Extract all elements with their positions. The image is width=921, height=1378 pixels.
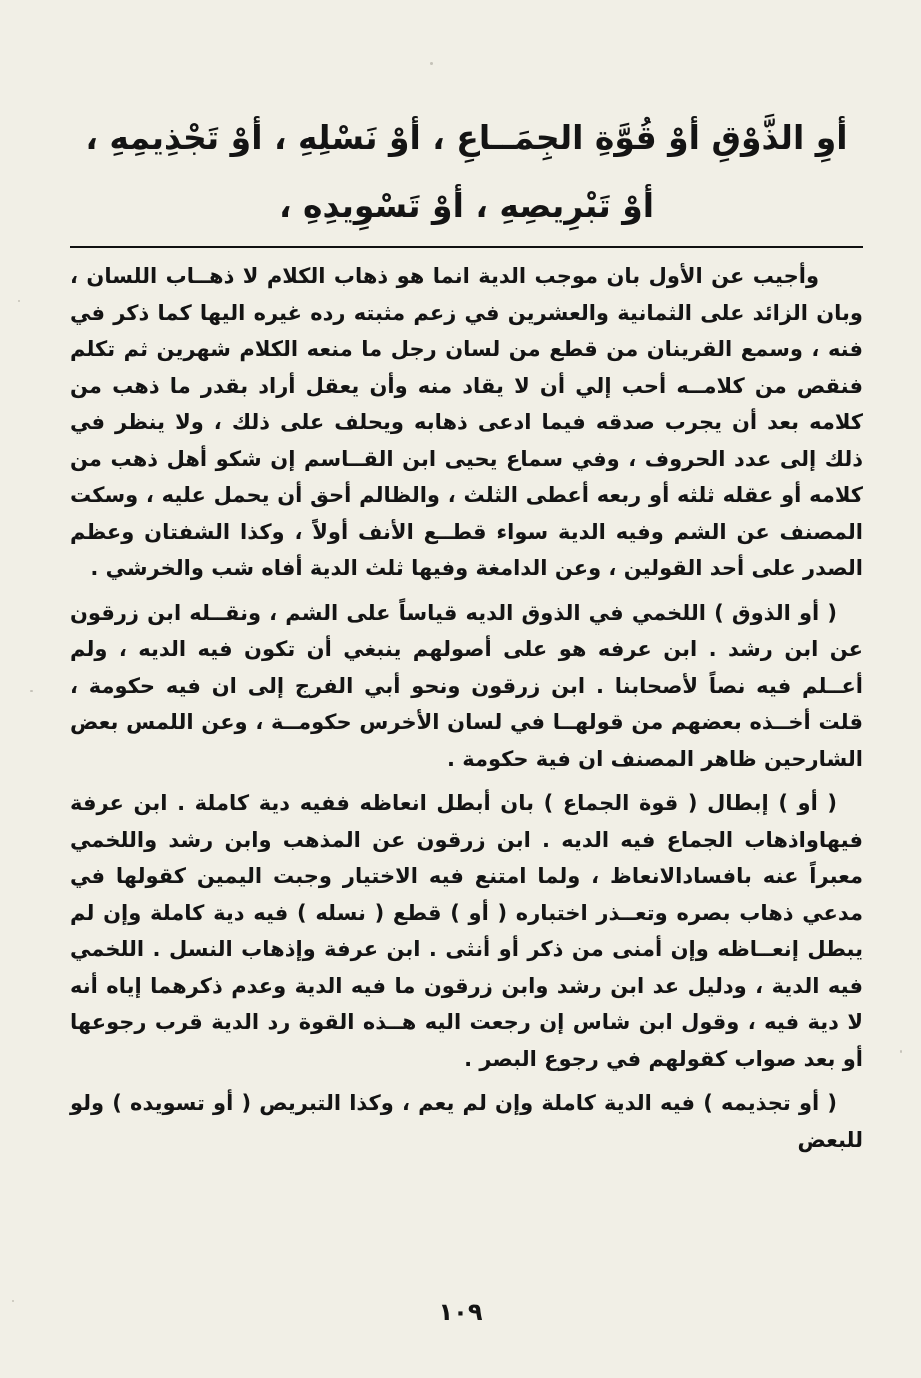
commentary xyxy=(70,258,863,1158)
commentary-paragraph: ( أو تجذيمه ) فيه الدية كاملة وإن لم يعم ، وكذا التبريص ( أو تسويده ) ولو للبعض xyxy=(70,1091,863,1152)
matn-line-2: أوْ تَبْرِيصِهِ ، أوْ تَسْوِيدِهِ ، xyxy=(278,186,655,225)
paper-speck xyxy=(430,62,433,65)
commentary-paragraph: وأجيب عن الأول بان موجب الدية انما هو ذهاب الكلام لا ذهــاب اللسان ، وبان الزائد على الثمانية والعشرين في زعم مثبته رده غيره اليها كما ذكر في فنه ، وسمع القرينان من قطع من لسان رجل ما منعه الكلام شهرين ثم تكلم فنقص من كلامــه أحب إلي أن لا يقاد منه وأن يعقل أراد بقدر ما ذهب من كلامه بعد أن يجرب صدقه فيما ادعى ذهابه ويحلف على ذلك ، ولا ينظر في ذلك إلى عدد الحروف ، وفي سماع يحيى ابن القــاسم إن شكو أهل ذهب من كلامه أو عقله ثلثه أو ربعه أعطى الثلث ، والظالم أحق أن يحمل عليه ، وسكت المصنف عن الشم وفيه الدية سواء قطــع الأنف أولاً ، وكذا الشفتان وعظم الصدر على أحد القولين ، وعن الدامغة وفيها ثلث الدية أفاه شب والخرشي . xyxy=(70,264,863,580)
paper-speck xyxy=(900,1050,902,1053)
commentary-paragraph: ( أو الذوق ) اللخمي في الذوق الديه قياساً على الشم ، ونقــله ابن زرقون عن ابن رشد . ابن عرفه هو على أصولهم ينبغي أن تكون فيه الديه ، ولم أعــلم فيه نصاً لأصحابنا . ابن زرقون ونحو أبي الفرج إلى ان فيه حكومة ، قلت أخــذه بعضهم من قولهــا في لسان الأخرس حكومــة ، وعن اللمس بعض الشارحين ظاهر المصنف ان فية حكومة . xyxy=(70,600,863,771)
commentary-paragraph: ( أو ) إبطال ( قوة الجماع ) بان أبطل انعاظه ففيه دية كاملة . ابن عرفة فيهاواذهاب الجماع فيه الديه . ابن زرقون عن المذهب وابن رشد واللخمي معبراً عنه بافسادالانعاظ ، ولما امتنع فيه الاختيار وجبت اليمين كقولها في مدعي ذهاب بصره وتعــذر اختباره ( أو ) قطع ( نسله ) فيه دية كاملة وإن لم يبطل إنعــاظه وإن أمنى من ذكر أو أنثى . ابن عرفة وإذهاب النسل . اللخمي فيه الدية ، ودليل عد ابن رشد وابن زرقون ما فيه الدية وعدم ذكرهما إياه أنه لا دية فيه ، وقول ابن شاس إن رجعت اليه هــذه القوة رد الدية قرب رجوعها أو بعد صواب كقولهم في رجوع البصر . xyxy=(70,791,863,1071)
paper-speck xyxy=(12,1300,14,1302)
matn-text xyxy=(70,0,863,240)
page-number: ١٠٩ xyxy=(438,1298,483,1326)
separator-rule xyxy=(70,246,863,248)
matn-line-1: أوِ الذَّوْقِ أوْ قُوَّةِ الجِمَــاعِ ، أوْ نَسْلِهِ ، أوْ تَجْذِيمِهِ ، xyxy=(85,118,848,157)
paper-speck xyxy=(18,300,20,302)
paper-speck xyxy=(30,690,33,692)
